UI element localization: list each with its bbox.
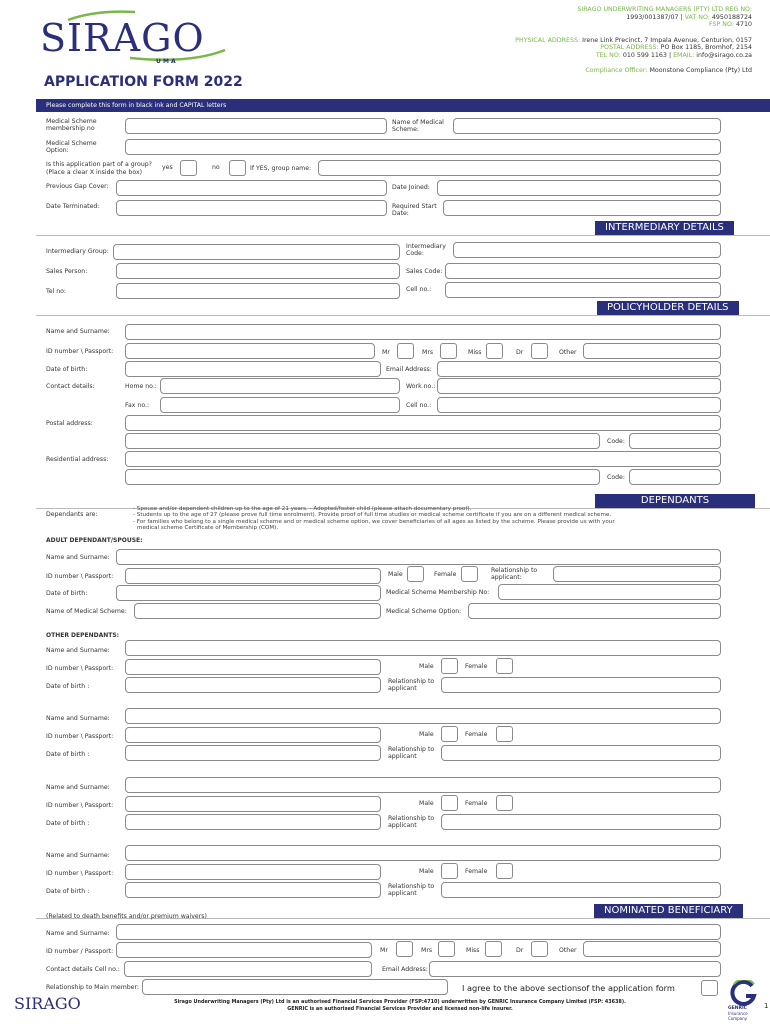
other-dep-name-input[interactable]	[125, 708, 721, 724]
rule-2: - Students up to the age of 27 (please prove full time enrolment). Provide proof of full time studies or medical scheme certificate if you are on a different medical scheme.	[133, 512, 612, 519]
ben-name-label: Name and Surname:	[46, 930, 110, 937]
other-dep-id-label: ID number \ Passport:	[46, 665, 114, 672]
adult-ms-name-input[interactable]	[134, 603, 381, 619]
tel-label: Tel no:	[46, 288, 67, 295]
tel-input[interactable]	[116, 283, 400, 299]
other-dep-name-input[interactable]	[125, 777, 721, 793]
ben-email-label: Email Address:	[382, 966, 428, 973]
membership-label: Medical Scheme membership no	[46, 118, 97, 133]
ben-relationship-input[interactable]	[142, 979, 448, 995]
ben-email-input[interactable]	[429, 961, 721, 977]
genric-name: GENRIC	[728, 1006, 747, 1011]
other-label: Other	[559, 349, 577, 356]
rule-1: - Spouse and/or dependent children up to the age of 21 years. - Adopted/foster child (please attach documentary proof).	[133, 506, 472, 512]
adult-female-checkbox[interactable]	[461, 566, 478, 582]
ben-mr-checkbox[interactable]	[396, 941, 413, 957]
ben-other-input[interactable]	[583, 941, 721, 957]
phys-label: PHYSICAL ADDRESS:	[515, 36, 581, 44]
other-title-input[interactable]	[583, 343, 721, 359]
ph-name-input[interactable]	[125, 324, 721, 340]
ph-cell-label: Cell no.:	[406, 402, 432, 409]
date-joined-label: Date Joined:	[392, 184, 430, 191]
int-group-input[interactable]	[113, 244, 400, 260]
other-dep-name-label: Name and Surname:	[46, 715, 110, 722]
prev-gap-label: Previous Gap Cover:	[46, 183, 109, 190]
work-label: Work no.:	[406, 383, 436, 390]
ph-email-label: Email Address:	[386, 366, 432, 373]
ben-dr-checkbox[interactable]	[531, 941, 548, 957]
other-dep-id-input[interactable]	[125, 727, 381, 743]
work-input[interactable]	[437, 378, 721, 394]
beneficiary-header: NOMINATED BENEFICIARY	[594, 904, 743, 918]
other-dep-male-checkbox[interactable]	[441, 795, 458, 811]
other-dep-female-label: Female	[465, 731, 488, 738]
option-label: Medical Scheme Option:	[46, 140, 97, 155]
postal-label: Postal address:	[46, 420, 93, 427]
adult-dob-input[interactable]	[116, 585, 381, 601]
yes-label: yes	[162, 164, 173, 171]
group-name-input[interactable]	[318, 160, 721, 176]
ben-relationship-label: Relationship to Main member:	[46, 984, 139, 991]
other-dep-male-checkbox[interactable]	[441, 863, 458, 879]
genric-logo	[726, 980, 764, 1022]
other-dep-relationship-input[interactable]	[441, 745, 721, 761]
other-dep-name-input[interactable]	[125, 845, 721, 861]
home-label: Home no.:	[125, 383, 157, 390]
no-label: no	[212, 164, 220, 171]
adult-id-label: ID number \ Passport:	[46, 573, 114, 580]
company-info: SIRAGO UNDERWRITING MANAGERS (PTY) LTD REG NO: 1993/001387/07 | VAT NO: 4950188724 FSP NO: 4710 PHYSICAL ADDRESS: Irene Link Precinct, 7 Impala Avenue, Centurion, 0157 POSTAL ADDRESS: PO Box 1185, Bromhof, 2154 TEL NO: 010 599 1163 | EMAIL: info@sirago.co.za Compliance Officer: Moonstone Compliance (Pty) Ltd	[515, 6, 752, 74]
adult-relationship-label: Relationship to applicant:	[491, 567, 538, 582]
adult-dob-label: Date of birth:	[46, 590, 88, 597]
membership-input[interactable]	[125, 118, 387, 134]
other-dep-name-label: Name and Surname:	[46, 852, 110, 859]
other-dep-name-label: Name and Surname:	[46, 647, 110, 654]
group-name-label: If YES, group name:	[250, 165, 312, 172]
other-dep-male-checkbox[interactable]	[441, 726, 458, 742]
postal-input-2[interactable]	[125, 433, 600, 449]
mrs-label: Mrs	[422, 349, 434, 356]
scheme-name-input[interactable]	[453, 118, 721, 134]
fax-input[interactable]	[160, 397, 400, 413]
other-dep-relationship-label: Relationship to applicant	[388, 678, 435, 693]
sirago-logo	[40, 8, 230, 70]
other-dep-male-label: Male	[419, 663, 434, 670]
other-dep-relationship-label: Relationship to applicant	[388, 746, 435, 761]
other-dep-dob-input[interactable]	[125, 882, 381, 898]
dr-label: Dr	[516, 349, 524, 356]
rule-3: - For families who belong to a single medical scheme and or medical scheme option, we cover beneficiaries of all ages as listed by the scheme. Please provide us with your	[133, 518, 615, 525]
residential-input-1[interactable]	[125, 451, 721, 467]
fsp-value: 4710	[735, 21, 752, 29]
yes-checkbox[interactable]	[180, 160, 197, 176]
dependants-rules	[133, 506, 615, 532]
other-dep-dob-input[interactable]	[125, 814, 381, 830]
post-value: PO Box 1185, Bromhof, 2154	[660, 44, 752, 52]
other-dep-dob-input[interactable]	[125, 677, 381, 693]
date-joined-input[interactable]	[437, 180, 721, 196]
footer-logo: SIRAGO	[14, 994, 81, 1013]
date-terminated-input[interactable]	[116, 200, 387, 216]
adult-id-input[interactable]	[125, 568, 381, 584]
ben-cell-input[interactable]	[124, 961, 372, 977]
postal-code-label: Code:	[607, 438, 625, 445]
vat-value: 4950188724	[711, 13, 752, 21]
other-dep-female-label: Female	[465, 800, 488, 807]
dependants-are-label: Dependants are:	[46, 511, 98, 518]
adult-male-checkbox[interactable]	[407, 566, 424, 582]
adult-relationship-input[interactable]	[553, 566, 721, 582]
agree-text: I agree to the above sectionsof the application form	[462, 983, 675, 993]
genric-sub: Insurance Company	[728, 1011, 748, 1021]
res-code-input[interactable]	[629, 469, 721, 485]
compliance-value: Moonstone Compliance (Pty) Ltd	[649, 66, 752, 74]
other-dep-name-label: Name and Surname:	[46, 784, 110, 791]
date-terminated-label: Date Terminated:	[46, 203, 100, 210]
ph-dob-input[interactable]	[125, 361, 381, 377]
ph-dob-label: Date of birth:	[46, 366, 88, 373]
ph-id-input[interactable]	[125, 343, 375, 359]
int-group-label: Intermediary Group:	[46, 248, 109, 255]
res-code-label: Code:	[607, 474, 625, 481]
page-number: 1	[764, 1002, 769, 1010]
dependants-header: DEPENDANTS	[595, 494, 755, 508]
ph-id-label: ID number \ Passport:	[46, 348, 114, 355]
adult-ms-option-input[interactable]	[468, 603, 721, 619]
other-dep-dob-label: Date of birth :	[46, 683, 90, 690]
other-dep-id-label: ID number \ Passport:	[46, 870, 114, 877]
phys-value: Irene Link Precinct, 7 Impala Avenue, Centurion, 0157	[582, 36, 752, 44]
other-dep-relationship-input[interactable]	[441, 814, 721, 830]
adult-name-input[interactable]	[116, 549, 721, 565]
miss-label: Miss	[468, 349, 482, 356]
mr-label: Mr	[382, 349, 390, 356]
other-dep-relationship-label: Relationship to applicant	[388, 883, 435, 898]
other-dep-male-label: Male	[419, 800, 434, 807]
prev-gap-input[interactable]	[116, 180, 387, 196]
footer-line-2: GENRIC is an authorised Financial Services Provider and licensed non-life insurer.	[287, 1006, 513, 1012]
postal-input-1[interactable]	[125, 415, 721, 431]
ph-cell-input[interactable]	[437, 397, 721, 413]
ben-contact-label: Contact details Cell no.:	[46, 966, 120, 973]
req-start-label: Required Start Date:	[392, 203, 437, 218]
other-dep-female-checkbox[interactable]	[496, 863, 513, 879]
rule-4: medical scheme Certificate of Membership (COM).	[137, 525, 279, 532]
other-dep-relationship-input[interactable]	[441, 677, 721, 693]
section-rule	[36, 315, 770, 316]
tel-value: 010 599 1163	[622, 51, 667, 59]
reg-value: 1993/001387/07	[626, 13, 679, 21]
policyholder-header: POLICYHOLDER DETAILS	[597, 301, 739, 315]
agree-checkbox[interactable]	[701, 980, 718, 996]
logo-subtext: U M A	[156, 58, 176, 65]
other-dep-id-label: ID number \ Passport:	[46, 733, 114, 740]
other-dep-male-label: Male	[419, 868, 434, 875]
other-dep-dob-input[interactable]	[125, 745, 381, 761]
int-code-label: Intermediary Code:	[406, 243, 446, 258]
other-dep-dob-label: Date of birth :	[46, 820, 90, 827]
form-title: APPLICATION FORM 2022	[44, 74, 243, 90]
residential-label: Residential address:	[46, 456, 109, 463]
ben-id-label: ID number / Passport:	[46, 948, 114, 955]
req-start-input[interactable]	[443, 200, 721, 216]
adult-male-label: Male	[388, 571, 403, 578]
email-label: EMAIL:	[673, 51, 695, 59]
email-value: info@sirago.co.za	[696, 51, 752, 59]
vat-label: VAT NO:	[684, 13, 710, 21]
mr-checkbox[interactable]	[397, 343, 414, 359]
sales-code-label: Sales Code:	[406, 268, 443, 275]
int-cell-input[interactable]	[445, 282, 721, 298]
group-hint: (Place a clear X inside the box)	[46, 169, 143, 176]
ben-name-input[interactable]	[116, 924, 721, 940]
adult-ms-name-label: Name of Medical Scheme:	[46, 608, 127, 615]
other-dep-female-label: Female	[465, 663, 488, 670]
other-dep-female-checkbox[interactable]	[496, 795, 513, 811]
other-dep-id-input[interactable]	[125, 796, 381, 812]
other-dep-male-checkbox[interactable]	[441, 658, 458, 674]
beneficiary-note: (Related to death benefits and/or premium waivers)	[46, 913, 207, 920]
ben-other-label: Other	[559, 947, 577, 954]
sales-code-input[interactable]	[445, 263, 721, 279]
footer-text	[140, 999, 660, 1013]
other-dep-dob-label: Date of birth :	[46, 751, 90, 758]
ben-miss-label: Miss	[466, 947, 480, 954]
other-dep-relationship-input[interactable]	[441, 882, 721, 898]
ben-miss-checkbox[interactable]	[485, 941, 502, 957]
ph-email-input[interactable]	[437, 361, 721, 377]
mrs-checkbox[interactable]	[440, 343, 457, 359]
postal-code-input[interactable]	[629, 433, 721, 449]
other-dep-female-checkbox[interactable]	[496, 658, 513, 674]
adult-ms-no-label: Medical Scheme Membership No:	[386, 589, 490, 596]
other-dep-id-input[interactable]	[125, 659, 381, 675]
other-dep-female-checkbox[interactable]	[496, 726, 513, 742]
adult-ms-option-label: Medical Scheme Option:	[386, 608, 462, 615]
other-dependants-heading: OTHER DEPENDANTS:	[46, 632, 120, 639]
other-dep-male-label: Male	[419, 731, 434, 738]
ben-mrs-checkbox[interactable]	[438, 941, 455, 957]
tel-label: TEL NO:	[595, 51, 621, 59]
fsp-label: FSP NO:	[708, 21, 734, 29]
other-dep-id-label: ID number \ Passport:	[46, 802, 114, 809]
adult-dependant-heading: ADULT DEPENDANT/SPOUSE:	[46, 537, 143, 544]
option-input[interactable]	[125, 139, 721, 155]
sales-person-label: Sales Person:	[46, 268, 88, 275]
residential-input-2[interactable]	[125, 469, 600, 485]
footer-line-1: Sirago Underwriting Managers (Pty) Ltd is an authorised Financial Services Provider (FSP:4710) underwritten by GENRIC Insurance Company Limited (FSP: 43638).	[174, 999, 626, 1005]
group-question: Is this application part of a group?	[46, 161, 152, 168]
post-label: POSTAL ADDRESS:	[600, 44, 659, 52]
home-input[interactable]	[160, 378, 400, 394]
other-dep-name-input[interactable]	[125, 640, 721, 656]
adult-name-label: Name and Surname:	[46, 554, 110, 561]
other-dep-female-label: Female	[465, 868, 488, 875]
intermediary-header: INTERMEDIARY DETAILS	[595, 221, 734, 235]
dr-checkbox[interactable]	[531, 343, 548, 359]
ben-id-input[interactable]	[116, 942, 372, 958]
contact-label: Contact details:	[46, 383, 95, 390]
other-dep-id-input[interactable]	[125, 864, 381, 880]
logo-text: SIRAGO	[40, 16, 205, 60]
genric-g-icon	[730, 980, 758, 1006]
instruction-bar: Please complete this form in black ink and CAPITAL letters	[36, 99, 770, 112]
adult-ms-no-input[interactable]	[498, 584, 721, 600]
sales-person-input[interactable]	[116, 263, 400, 279]
section-rule	[36, 235, 770, 236]
company-line: SIRAGO UNDERWRITING MANAGERS (PTY) LTD REG NO:	[577, 6, 752, 13]
ph-name-label: Name and Surname:	[46, 328, 110, 335]
int-code-input[interactable]	[453, 242, 721, 258]
miss-checkbox[interactable]	[486, 343, 503, 359]
ben-dr-label: Dr	[516, 947, 524, 954]
ben-mr-label: Mr	[380, 947, 388, 954]
fax-label: Fax no.:	[125, 402, 150, 409]
compliance-label: Compliance Officer:	[585, 66, 648, 74]
scheme-name-label: Name of Medical Scheme:	[392, 119, 444, 134]
ben-mrs-label: Mrs	[421, 947, 433, 954]
adult-female-label: Female	[434, 571, 457, 578]
other-dep-dob-label: Date of birth :	[46, 888, 90, 895]
other-dep-relationship-label: Relationship to applicant	[388, 815, 435, 830]
int-cell-label: Cell no.:	[406, 286, 432, 293]
no-checkbox[interactable]	[229, 160, 246, 176]
